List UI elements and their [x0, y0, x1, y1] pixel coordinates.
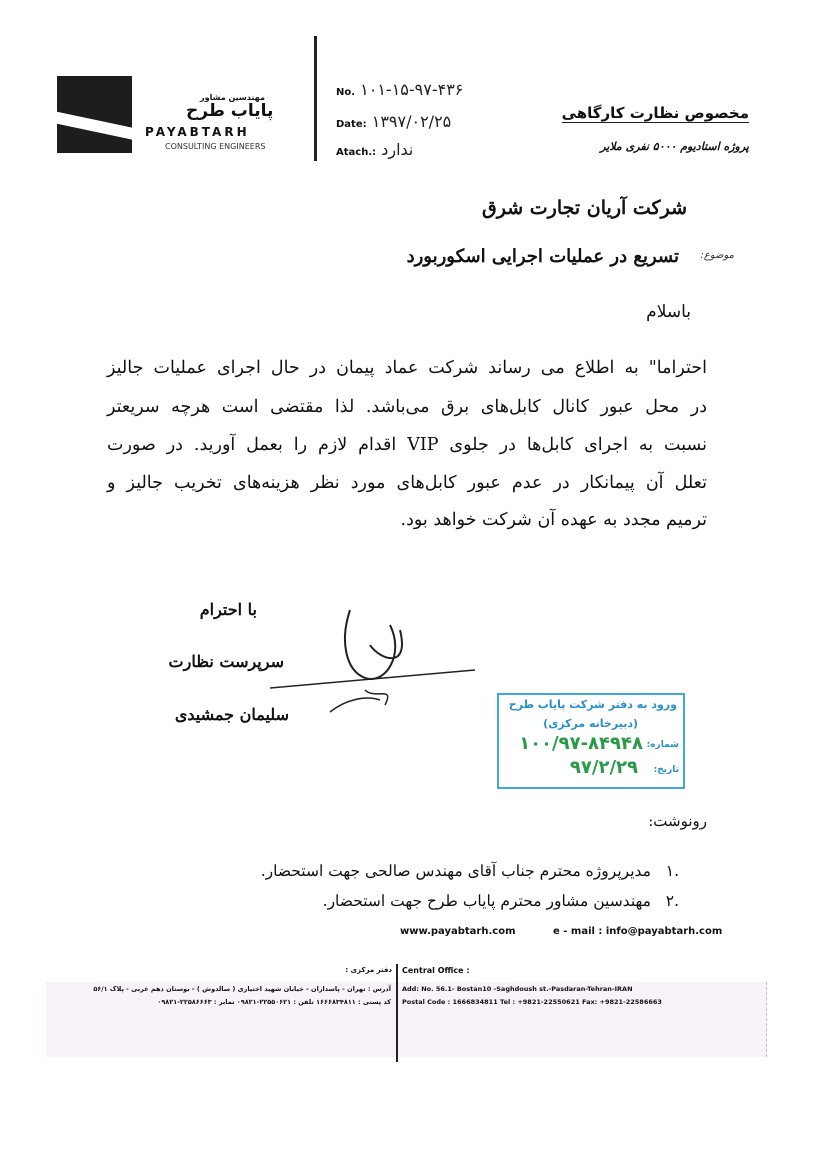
letter-date: Date: ۱۳۹۷/۰۲/۲۵	[336, 112, 452, 131]
received-stamp	[497, 693, 685, 789]
stamp-title: ورود به دفتر شرکت پایاب طرح	[508, 698, 677, 711]
body-line: در محل عبور کانال کابل‌های برق می‌باشد. لذا مقتضی است هرچه سریعتر	[107, 397, 707, 417]
office-fa-label: دفتر مرکزی :	[345, 966, 392, 974]
stamp-number: ۱۰۰/۹۷-۸۴۹۴۸	[519, 733, 643, 754]
signer-title: سرپرست نظارت	[168, 652, 284, 671]
stamp-date-label: تاریخ:	[653, 765, 679, 775]
website-link[interactable]: www.payabtarh.com	[400, 926, 516, 937]
project-name: پروژه استادیوم ۵۰۰۰ نفری ملایر	[600, 140, 749, 153]
address-fa: آدرس : تهران - پاسداران - خیابان شهید اختیاری ( سالدوش ) - بوستان دهم غربی - پلاک ۵۶/۱	[93, 985, 391, 993]
body-line: نسبت به اجرای کابل‌ها در جلوی VIP اقدام لازم را بعمل آورید. در صورت	[107, 435, 707, 455]
company-en: PAYABTARH	[145, 125, 250, 139]
header-divider	[314, 36, 317, 161]
contact-en: Postal Code : 1666834811 Tel : +9821-22550621 Fax: +9821-22586663	[402, 998, 662, 1006]
contact-fa: کد پستی : ۱۶۶۶۸۳۴۸۱۱ تلفن : ۲۲۵۵۰۶۲۱-۰۹۸۲۱ نمابر : ۲۲۵۸۶۶۶۳-۰۹۸۲۱	[157, 998, 391, 1006]
body-line: احتراما" به اطلاع می رساند شرکت عماد پیمان در حال اجرای عملیات جالیز	[107, 358, 707, 378]
special-label: مخصوص نظارت کارگاهی	[561, 104, 749, 122]
cc-item: .۲ مهندسین مشاور محترم پایاب طرح جهت استحضار.	[322, 892, 679, 910]
stamp-date: ۹۷/۲/۲۹	[569, 757, 638, 778]
office-en-label: Central Office :	[402, 966, 470, 975]
cc-label: رونوشت:	[648, 812, 707, 830]
company-fa: پایاب طرح	[186, 101, 274, 121]
email-link[interactable]: e - mail : info@payabtarh.com	[553, 926, 723, 937]
body-line: ترمیم مجدد به عهده آن شرکت خواهد بود.	[400, 510, 707, 530]
footer-divider	[396, 964, 398, 1062]
address-en: Add: No. 56.1- Bostan10 -Saghdoush st.-Pasdaran-Tehran-IRAN	[402, 985, 633, 993]
cc-item: .۱ مدیرپروژه محترم جناب آقای مهندس صالحی جهت استحضار.	[260, 862, 679, 880]
letter-attach: Atach.: ندارد	[336, 140, 414, 159]
body-line: تعلل آن پیمانکار در عدم عبور کابل‌های مورد نظر هزینه‌های تخریب جالیز و	[107, 473, 707, 493]
footer-band	[46, 982, 767, 1057]
greeting: باسلام	[646, 302, 691, 322]
stamp-subtitle: (دبیرخانه مرکزی)	[543, 717, 638, 730]
stamp-number-label: شماره:	[646, 740, 679, 750]
company-sub: CONSULTING ENGINEERS	[165, 142, 266, 151]
signature	[270, 600, 490, 720]
company-fa-small: مهندسین مشاور	[200, 93, 265, 102]
subject: تسریع در عملیات اجرایی اسکوربورد	[406, 246, 679, 267]
subject-label: موضوع:	[700, 250, 734, 261]
letter-number: No. ۱۰۱-۱۵-۹۷-۴۳۶	[336, 80, 464, 99]
closing: با احترام	[199, 600, 257, 619]
recipient: شرکت آریان تجارت شرق	[482, 197, 687, 219]
signer-name: سلیمان جمشیدی	[174, 705, 289, 724]
